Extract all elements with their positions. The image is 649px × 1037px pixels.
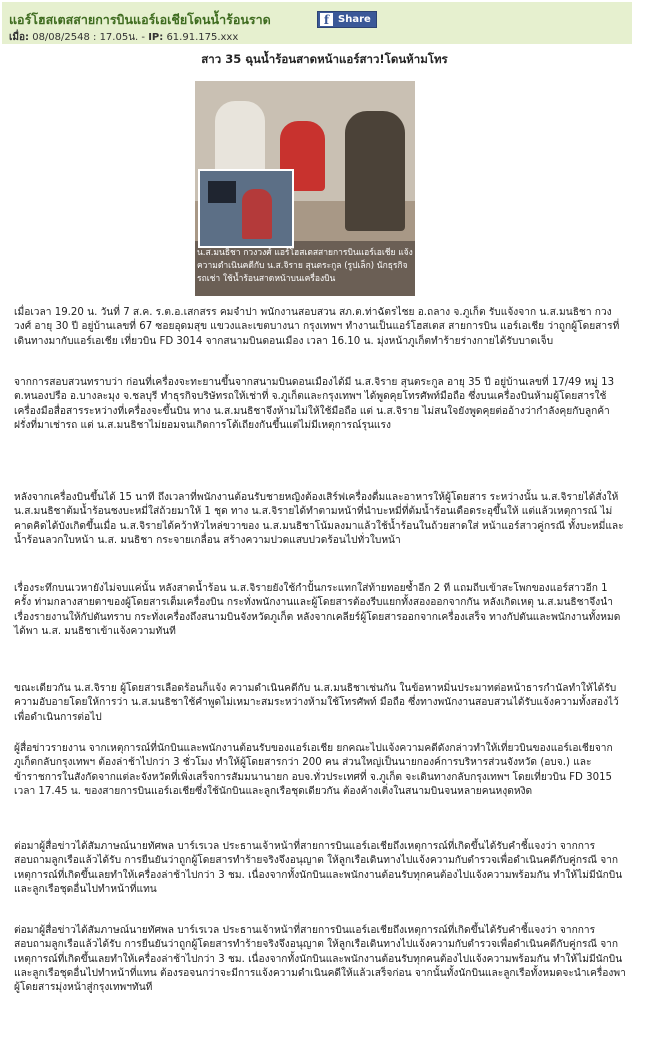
- facebook-share-button[interactable]: [317, 11, 377, 28]
- date-value: 08/08/2548 : 17.05น. -: [32, 32, 145, 43]
- ip-value: 61.91.175.xxx: [166, 32, 239, 43]
- paragraph-5: ขณะเดียวกัน น.ส.จิราย ผู้โดยสารเลือดร้อนก็แจ้ง ความดำเนินคดีกับ น.ส.มนธิชาเช่นกัน ในข้อหาหมิ่นประมาทต่อหน้าธารกำนัลทำให้ได้รับความอับอายโดยให้การว่า น.ส.มนธิชาใช้คำพูดไม่เหมาะสมระหว่างห้ามใช้โทรศัพท์ มือถือ ซึ่งทางพนักงานสอบสวนได้รับแจ้งความทั้งสองไว้เพื่อดำเนินการต่อไป: [14, 683, 619, 723]
- news-photo: [195, 81, 415, 296]
- paragraph-2: จากการสอบสวนทราบว่า ก่อนที่เครื่องจะทะยานขึ้นจากสนามบินดอนเมืองได้มี น.ส.จิราย สุนตระกูล อายุ 35 ปี อยู่บ้านเลขที่ 17/49 หมู่ 13 ต.หนองปรือ อ.บางละมุง จ.ชลบุรี ทำธุรกิจบริษัทรถให้เช่าที่ จ.ภูเก็ตและกรุงเทพฯ ได้พูดคุยโทรศัพท์มือถือ ซึ่งบนเครื่องบินห้ามผู้โดยสารใช้เครื่องมือสื่อสารระหว่างที่เครื่องจะขึ้นบิน ทาง น.ส.มนธิชาจึงห้ามไม่ให้ใช้มือถือ แต่ น.ส.จิราย ไม่สนใจยังพูดคุยต่ออ้างว่ากำลังคุยกับลูกค้าฝรั่งที่มาเช่ารถ แต่ น.ส.มนธิชาไม่ยอมจนเกิดการโต้เถียงกันขึ้นแต่ไม่มีเหตุการณ์รุนแรง: [14, 377, 615, 431]
- article-header: [2, 2, 632, 44]
- photo-caption: น.ส.มนธิชา กวงวงศ์ แอร์โฮสเตสสายการบินแอร์เอเชีย แจ้งความดำเนินคดีกับ น.ส.จิราย สุนตระกูล (รูปเล็ก) นักธุรกิจรถเช่า ใช้น้ำร้อนสาดหน้าบนเครื่องบิน: [197, 248, 413, 284]
- date-label: เมื่อ:: [9, 32, 30, 43]
- paragraph-1: เมื่อเวลา 19.20 น. วันที่ 7 ส.ค. ร.ต.อ.เสกสรร คมจำปา พนักงานสอบสวน สภ.ต.ท่าฉัตรไชย อ.ถลาง จ.ภูเก็ต รับแจ้งจาก น.ส.มนธิชา กวงวงศ์ อายุ 30 ปี อยู่บ้านเลขที่ 67 ซอยอุดมสุข แขวงและเขตบางนา กรุงเทพฯ ทำงานเป็นแอร์โฮสเตส สายการบิน แอร์เอเชีย ว่าถูกผู้โดยสารที่เดินทางมากับแอร์เอเชีย เที่ยวบิน FD 3014 จากสนามบินดอนเมือง เวลา 16.10 น. มุ่งหน้าภูเก็ตทำร้ายร่างกายได้รับบาดเจ็บ: [14, 307, 620, 347]
- share-label: Share: [338, 14, 371, 25]
- facebook-icon: f: [320, 13, 333, 26]
- paragraph-6: ผู้สื่อข่าวรายงาน จากเหตุการณ์ที่นักบินและพนักงานต้อนรับของแอร์เอเชีย ยกคณะไปแจ้งความคดีดังกล่าวทำให้เที่ยวบินของแอร์เอเชียจากภูเก็ตกลับกรุงเทพฯ ต้องล่าช้าไปกว่า 3 ชั่วโมง ทำให้ผู้โดยสารกว่า 200 คน ส่วนใหญ่เป็นนายกองค์การบริหารส่วนจังหวัด (อบจ.) และข้าราชการในสังกัดจากแต่ละจังหวัดที่เพิ่งเสร็จการสัมมนานายก อบจ.ทั่วประเทศที่ จ.ภูเก็ต จะเดินทางกลับกรุงเทพฯ โดยเที่ยวบิน FD 3015 เวลา 17.45 น. ของสายการบินแอร์เอเชียซึ่งใช้นักบินและลูกเรือชุดเดียวกัน ต้องค้างเติ่งในสนามบินจนหลายคนหงุดหงิด: [14, 743, 613, 797]
- ip-label: IP:: [148, 32, 164, 43]
- inset-photo: [198, 169, 294, 248]
- paragraph-8: ต่อมาผู้สื่อข่าวได้สัมภาษณ์นายทัศพล บาร์เรเวล ประธานเจ้าหน้าที่สายการบินแอร์เอเชียถึงเหตุการณ์ที่เกิดขึ้นได้รับคำชี้แจงว่า จากการสอบถามลูกเรือแล้วได้รับ การยืนยันว่าถูกผู้โดยสารทำร้ายจริงจึงอนุญาต ให้ลูกเรือเดินทางไปแจ้งความกับตำรวจเพื่อดำเนินคดีกับคู่กรณี จากเหตุการณ์ที่เกิดขึ้นเลยทำให้เครื่องล่าช้าไปกว่า 3 ชม. เนื่องจากทั้งนักบินและพนักงานต้อนรับทุกคนต้องไปแจ้งความพร้อมกัน ทำให้ไม่มีนักบินและลูกเรือชุดอื่นไปทำหน้าที่แทน ต้องรอจนกว่าจะมีการแจ้งความดำเนินคดีให้แล้วเสร็จก่อน จากนั้นทั้งนักบินและลูกเรือทั้งหมดจะนำเครื่องพาผู้โดยสารมุ่งหน้าสู่กรุงเทพฯทันที: [14, 925, 626, 994]
- paragraph-4: เรื่องระทึกบนเวหายังไม่จบแค่นั้น หลังสาดน้ำร้อน น.ส.จิรายยังใช้กำปั้นกระแทกใส่ท้ายทอยซ้ำอีก 2 ที แถมถีบเข้าสะโพกของแอร์สาวอีก 1 ครั้ง ท่ามกลางสายตาของผู้โดยสารเต็มเครื่องบิน กระทั่งพนักงานและผู้โดยสารต้องรีบแยกทั้งสองออกจากกัน หลังเกิดเหตุ น.ส.มนธิชาจึงนำเรื่องรายงานให้กัปตันทราบ กระทั่งเครื่องถึงสนามบินจังหวัดภูเก็ต หลังจากเคลียร์ผู้โดยสารออกจากเครื่องเสร็จ ทางกัปตันและพนักงานทั้งหมดได้พา น.ส. มนธิชาเข้าแจ้งความทันที: [14, 583, 621, 637]
- article-subtitle: สาว 35 ฉุนน้ำร้อนสาดหน้าแอร์สาว!โดนห้ามโทร: [201, 52, 448, 66]
- headline: แอร์โฮสเตสสายการบินแอร์เอเชียโดนน้ำร้อนราด: [9, 12, 271, 27]
- article-meta: [9, 30, 238, 45]
- paragraph-7: ต่อมาผู้สื่อข่าวได้สัมภาษณ์นายทัศพล บาร์เรเวล ประธานเจ้าหน้าที่สายการบินแอร์เอเชียถึงเหตุการณ์ที่เกิดขึ้นได้รับคำชี้แจงว่า จากการสอบถามลูกเรือแล้วได้รับ การยืนยันว่าถูกผู้โดยสารทำร้ายจริงจึงอนุญาต ให้ลูกเรือเดินทางไปแจ้งความกับตำรวจเพื่อดำเนินคดีกับคู่กรณี จากเหตุการณ์ที่เกิดขึ้นเลยทำให้เครื่องล่าช้าไปกว่า 3 ชม. เนื่องจากทั้งนักบินและพนักงานต้อนรับทุกคนต้องไปแจ้งความพร้อมกัน ทำให้ไม่มีนักบินและลูกเรือชุดอื่นไปทำหน้าที่แทน: [14, 841, 623, 895]
- paragraph-3: หลังจากเครื่องบินขึ้นได้ 15 นาที ถึงเวลาที่พนักงานต้อนรับชายหญิงต้องเสิร์ฟเครื่องดื่มและอาหารให้ผู้โดยสาร ระหว่างนั้น น.ส.จิรายได้สั่งให้ น.ส.มนธิชาต้มน้ำร้อนชงบะหมี่ใส่ถ้วยมาให้ 1 ชุด ทาง น.ส.จิรายได้ทำตามหน้าที่นำบะหมี่ที่ต้มน้ำร้อนเดือดระอุขึ้นให้ แต่แล้วเหตุการณ์ ไม่คาดคิดได้บังเกิดขึ้นเมื่อ น.ส.จิรายได้คว้าหัวไหล่ขวาของ น.ส.มนธิชาโน้มลงมาแล้วใช้น้ำร้อนในถ้วยสาดใส่ หน้าแอร์สาวคู่กรณี ทั้งบะหมี่และน้ำร้อนลวกใบหน้า น.ส. มนธิชา กระจายเกลื่อน สร้างความปวดแสบปวดร้อนไปทั่วใบหน้า: [14, 492, 624, 546]
